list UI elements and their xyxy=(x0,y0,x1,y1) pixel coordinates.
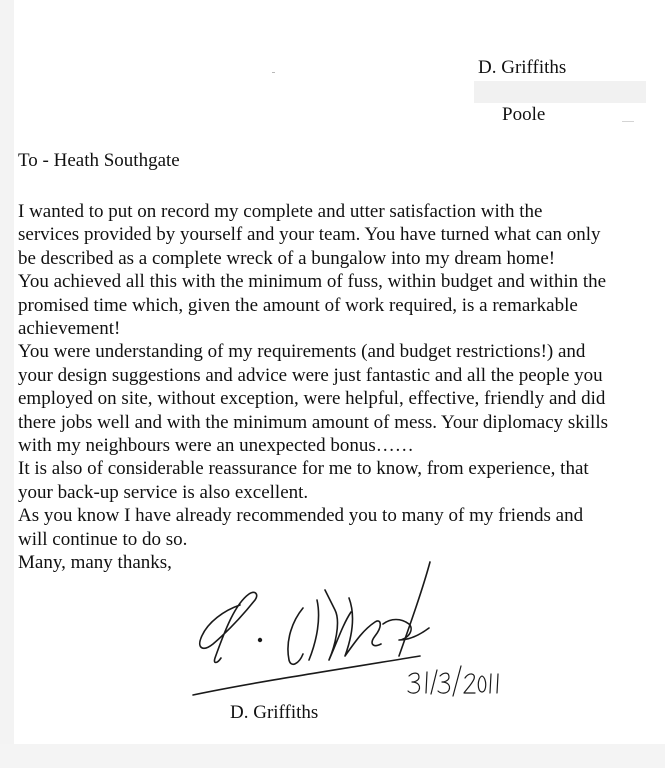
date-digit xyxy=(426,672,427,693)
body-line: there jobs well and with the minimum amount of mess. Your diplomacy skills xyxy=(18,411,609,433)
body-line: achievement! xyxy=(18,318,121,340)
signature-stroke xyxy=(288,608,303,664)
sender-name: D. Griffiths xyxy=(478,57,567,78)
date-slash xyxy=(431,670,437,694)
body-line: As you know I have already recommended you to many of my friends and xyxy=(18,505,584,527)
scan-bottom-edge xyxy=(0,744,665,768)
body-line: It is also of considerable reassurance for me to know, from experience, that xyxy=(18,458,589,480)
body-line: You achieved all this with the minimum of fuss, within budget and within the xyxy=(18,271,607,293)
body-line: services provided by yourself and your team. You have turned what can only xyxy=(18,224,601,246)
date-digit xyxy=(464,674,475,693)
signature-stroke xyxy=(193,656,420,695)
date-digit xyxy=(490,674,491,693)
signature-stroke xyxy=(383,620,429,641)
body-line: your back-up service is also excellent. xyxy=(18,481,309,503)
body-line: will continue to do so. xyxy=(18,528,188,550)
body-line: your design suggestions and advice were just fantastic and all the people you xyxy=(18,364,603,386)
body-line: be described as a complete wreck of a bungalow into my dream home! xyxy=(18,247,556,269)
sender-town: Poole xyxy=(502,104,546,125)
signature-stroke xyxy=(345,598,381,656)
body-line: I wanted to put on record my complete and utter satisfaction with the xyxy=(18,201,543,222)
date-digit xyxy=(408,673,420,693)
date-digit xyxy=(497,674,498,693)
date-slash xyxy=(453,666,461,696)
signature-stroke xyxy=(200,592,257,662)
body-line: You were understanding of my requirements (and budget restrictions!) and xyxy=(18,341,586,363)
body-line: employed on site, without exception, were helpful, effective, friendly and did xyxy=(18,388,606,410)
body-line: with my neighbours were an unexpected bonus…… xyxy=(18,435,414,457)
scan-left-edge xyxy=(0,0,14,768)
signature-stroke xyxy=(399,562,430,656)
body-line: promised time which, given the amount of work required, is a remarkable xyxy=(18,294,578,316)
signature-dot xyxy=(259,639,262,642)
redacted-address xyxy=(474,81,646,103)
scan-speck xyxy=(272,72,275,73)
signature-stroke xyxy=(309,600,319,660)
typed-signature-name: D. Griffiths xyxy=(230,702,319,723)
handwritten-date xyxy=(408,666,498,696)
salutation: To - Heath Southgate xyxy=(18,150,180,171)
date-digit xyxy=(478,676,486,692)
letter-body xyxy=(18,200,663,575)
scan-speck xyxy=(622,121,634,122)
body-line: Many, many thanks, xyxy=(18,552,172,574)
date-digit xyxy=(438,673,450,693)
handwritten-signature xyxy=(185,560,515,710)
